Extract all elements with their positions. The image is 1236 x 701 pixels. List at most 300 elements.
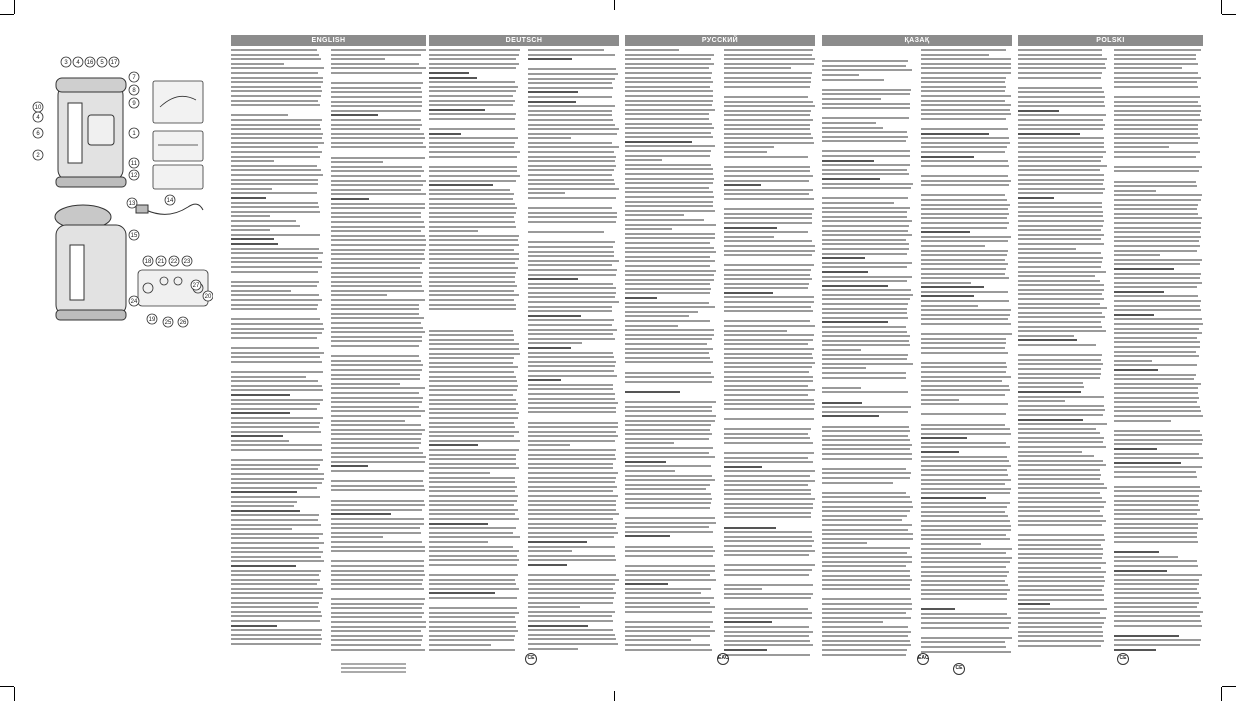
greeked-text-line <box>822 207 910 209</box>
callout-label: 24 <box>130 299 138 305</box>
greeked-text-line <box>429 639 514 641</box>
greeked-text-line <box>528 384 613 386</box>
greeked-text-line <box>625 502 711 504</box>
greeked-text-line <box>231 454 324 457</box>
greeked-text-line <box>724 301 814 303</box>
deutsch-text-left <box>429 49 520 691</box>
greeked-text-line <box>1018 49 1102 51</box>
greeked-text-line <box>528 546 615 548</box>
crop-mark <box>614 691 615 701</box>
greeked-text-line <box>331 294 387 296</box>
greeked-text-line <box>1018 215 1103 217</box>
greeked-text-line <box>822 411 908 413</box>
greeked-text-line <box>1114 387 1198 389</box>
greeked-text-line <box>1018 483 1104 485</box>
greeked-text-line <box>528 160 615 162</box>
kazakh-text-left <box>822 49 913 691</box>
greeked-text-line <box>921 81 1005 83</box>
greeked-text-line <box>921 118 1006 120</box>
polski-text-left <box>1018 49 1107 691</box>
greeked-text-line <box>1114 406 1200 408</box>
greeked-text-line <box>231 496 320 498</box>
greeked-text-line <box>822 482 893 484</box>
greeked-text-line <box>528 179 614 181</box>
greeked-text-line <box>822 145 913 148</box>
russian-text-body <box>625 49 815 691</box>
greeked-text-line <box>724 72 812 74</box>
greeked-text-line <box>1114 49 1201 51</box>
greeked-text-line <box>625 507 710 509</box>
greeked-text-line <box>231 63 284 65</box>
greeked-text-line <box>724 236 774 238</box>
greeked-text-line <box>528 278 578 280</box>
greeked-text-line <box>231 399 323 401</box>
greeked-text-line <box>724 264 814 266</box>
greeked-text-line <box>231 444 322 446</box>
greeked-text-line <box>331 536 383 538</box>
greeked-text-line <box>528 583 615 585</box>
greeked-text-line <box>625 621 713 623</box>
crop-mark <box>1222 14 1236 15</box>
greeked-text-line <box>1114 536 1197 538</box>
greeked-text-line <box>724 348 814 350</box>
greeked-text-line <box>331 649 425 651</box>
greeked-text-line <box>429 541 488 543</box>
greeked-text-line <box>528 338 615 340</box>
greeked-text-line <box>1018 464 1106 466</box>
greeked-text-line <box>1114 397 1199 399</box>
callout-label: 16 <box>86 60 94 66</box>
greeked-text-line <box>331 592 426 595</box>
greeked-text-line <box>429 588 519 590</box>
greeked-text-line <box>1114 346 1200 348</box>
greeked-text-line <box>1114 337 1197 339</box>
greeked-text-line <box>429 564 517 566</box>
greeked-text-line <box>724 366 812 368</box>
greeked-text-line <box>1114 439 1203 441</box>
greeked-text-line <box>331 249 425 251</box>
greeked-text-line <box>429 616 515 618</box>
greeked-text-line <box>724 128 810 130</box>
greeked-text-line <box>231 625 277 627</box>
greeked-text-line <box>331 387 425 389</box>
greeked-text-line <box>1018 492 1100 494</box>
greeked-text-line <box>822 93 910 95</box>
greeked-text-line <box>921 109 1010 111</box>
greeked-text-line <box>231 468 318 470</box>
greeked-text-line <box>822 65 906 67</box>
greeked-text-line <box>724 96 808 98</box>
greeked-text-line <box>528 638 616 640</box>
greeked-text-line <box>921 520 1010 522</box>
greeked-text-line <box>1018 640 1104 642</box>
greeked-text-line <box>921 502 1010 504</box>
greeked-text-line <box>724 531 812 533</box>
crop-mark <box>1221 687 1222 701</box>
greeked-text-line <box>921 525 1011 527</box>
greeked-text-line <box>921 362 1006 364</box>
greeked-text-line <box>429 362 513 364</box>
greeked-text-line <box>1018 414 1103 416</box>
greeked-text-line <box>1018 192 1103 194</box>
greeked-text-line <box>724 503 813 505</box>
greeked-text-line <box>429 348 519 350</box>
greeked-text-line <box>528 634 615 636</box>
greeked-text-line <box>724 654 810 656</box>
greeked-text-line <box>429 166 517 168</box>
greeked-text-line <box>528 393 615 395</box>
greeked-text-line <box>1018 478 1100 480</box>
greeked-text-line <box>429 644 491 646</box>
greeked-text-line <box>625 465 711 467</box>
greeked-text-line <box>231 510 300 512</box>
greeked-text-line <box>1114 254 1160 256</box>
greeked-text-line <box>1018 183 1103 185</box>
greeked-text-line <box>921 515 1008 517</box>
greeked-text-line <box>724 58 815 60</box>
greeked-text-line <box>1018 576 1104 578</box>
greeked-text-line <box>528 611 615 613</box>
greeked-text-line <box>1114 151 1200 153</box>
greeked-text-line <box>1018 197 1054 199</box>
greeked-text-line <box>1114 323 1203 325</box>
greeked-text-line <box>429 444 478 446</box>
greeked-text-line <box>724 433 808 435</box>
greeked-text-line <box>724 222 812 224</box>
greeked-text-line <box>921 646 1006 648</box>
greeked-text-line <box>528 96 612 98</box>
greeked-text-line <box>429 142 515 144</box>
greeked-text-line <box>625 540 716 543</box>
greeked-text-line <box>1114 415 1203 417</box>
greeked-text-line <box>429 536 520 538</box>
greeked-text-line <box>331 119 421 121</box>
greeked-text-line <box>822 496 910 498</box>
greeked-text-line <box>822 579 912 581</box>
greeked-text-line <box>1018 133 1080 135</box>
greeked-text-line <box>625 615 716 618</box>
greeked-text-line <box>231 505 294 507</box>
greeked-text-line <box>429 156 517 158</box>
greeked-text-line <box>1114 410 1201 412</box>
greeked-text-line <box>1114 443 1202 445</box>
greeked-text-line <box>1018 248 1076 250</box>
greeked-text-line <box>429 175 520 177</box>
greeked-text-line <box>1114 606 1197 608</box>
greeked-text-line <box>625 81 713 83</box>
greeked-text-line <box>1114 213 1198 215</box>
greeked-text-line <box>921 236 1011 238</box>
greeked-text-line <box>231 412 290 414</box>
greeked-text-line <box>331 456 426 458</box>
greeked-text-line <box>331 313 419 315</box>
greeked-text-line <box>822 83 913 86</box>
greeked-text-line <box>1114 268 1174 270</box>
greeked-text-line <box>1018 631 1103 633</box>
greeked-text-line <box>429 607 517 609</box>
greeked-text-line <box>1018 211 1103 213</box>
greeked-text-line <box>331 133 424 135</box>
greeked-text-line <box>1114 504 1198 506</box>
crop-mark <box>0 14 14 15</box>
greeked-text-line <box>921 394 1005 396</box>
greeked-text-line <box>625 597 714 599</box>
greeked-text-line <box>1018 206 1102 208</box>
greeked-text-line <box>1114 128 1198 130</box>
greeked-text-line <box>625 201 713 203</box>
greeked-text-line <box>231 323 323 325</box>
greeked-text-line <box>331 579 423 581</box>
greeked-text-line <box>429 262 515 264</box>
greeked-text-line <box>822 183 913 185</box>
greeked-text-line <box>331 555 426 558</box>
greeked-text-line <box>724 428 811 430</box>
greeked-text-line <box>822 396 913 399</box>
greeked-text-line <box>231 137 322 139</box>
crop-mark <box>614 0 615 10</box>
greeked-text-line <box>1114 509 1200 511</box>
greeked-text-line <box>429 239 518 241</box>
callout-label: 25 <box>164 320 172 326</box>
greeked-text-line <box>1018 303 1100 305</box>
greeked-text-line <box>1114 194 1202 196</box>
greeked-text-line <box>625 145 715 147</box>
greeked-text-line <box>1018 128 1103 130</box>
greeked-text-line <box>331 630 421 632</box>
greeked-text-line <box>429 77 477 79</box>
greeked-text-line <box>822 501 912 503</box>
greeked-text-line <box>429 258 519 260</box>
greeked-text-line <box>429 481 515 483</box>
greeked-text-line <box>331 322 421 324</box>
greeked-text-line <box>528 504 616 506</box>
greeked-text-line <box>429 128 515 130</box>
greeked-text-line <box>921 259 1005 261</box>
greeked-text-line <box>724 640 810 642</box>
english-text-left <box>231 49 324 691</box>
greeked-text-line <box>921 617 1011 619</box>
greeked-text-line <box>331 290 424 292</box>
greeked-text-line <box>625 270 716 272</box>
greeked-text-line <box>429 574 518 576</box>
greeked-text-line <box>1018 506 1104 508</box>
crop-mark <box>1221 0 1222 14</box>
greeked-text-line <box>625 109 715 111</box>
greeked-text-line <box>1018 529 1107 532</box>
greeked-text-line <box>429 366 518 368</box>
greeked-text-line <box>1114 314 1154 316</box>
greeked-text-line <box>1114 615 1200 617</box>
greeked-text-line <box>231 615 322 617</box>
greeked-text-line <box>231 294 319 296</box>
greeked-text-line <box>231 206 319 208</box>
greeked-text-line <box>528 91 578 93</box>
greeked-text-line <box>1114 597 1201 599</box>
greeked-text-line <box>528 192 565 194</box>
greeked-text-line <box>231 146 318 148</box>
greeked-text-line <box>1114 635 1179 637</box>
greeked-text-line <box>331 345 419 347</box>
greeked-text-line <box>331 392 419 394</box>
greeked-text-line <box>331 184 423 186</box>
greeked-text-line <box>1018 635 1103 637</box>
greeked-text-line <box>528 207 612 209</box>
greeked-text-line <box>1114 579 1199 581</box>
greeked-text-line <box>528 133 617 135</box>
greeked-text-line <box>331 415 421 417</box>
greeked-text-line <box>1018 261 1102 263</box>
greeked-text-line <box>724 399 814 401</box>
greeked-text-line <box>921 631 1012 634</box>
greeked-text-line <box>1018 534 1104 536</box>
greeked-text-line <box>528 463 613 465</box>
greeked-text-line <box>1018 257 1103 259</box>
greeked-text-line <box>625 592 701 594</box>
greeked-text-line <box>429 193 514 195</box>
greeked-text-line <box>429 490 515 492</box>
greeked-text-line <box>231 197 266 199</box>
greeked-text-line <box>625 424 711 426</box>
callout-label: 4 <box>76 60 80 66</box>
greeked-text-line <box>1018 225 1103 227</box>
greeked-text-line <box>1114 63 1198 65</box>
greeked-text-line <box>625 555 713 557</box>
greeked-text-line <box>625 522 716 524</box>
greeked-text-line <box>429 299 514 301</box>
greeked-text-line <box>625 315 689 317</box>
greeked-text-line <box>1114 392 1198 394</box>
greeked-text-line <box>231 275 324 278</box>
greeked-text-line <box>429 431 519 433</box>
greeked-text-line <box>429 376 516 378</box>
greeked-text-line <box>724 287 808 289</box>
greeked-text-line <box>1114 448 1157 450</box>
greeked-text-line <box>921 151 1005 153</box>
greeked-text-line <box>724 527 776 529</box>
greeked-text-line <box>231 574 319 576</box>
greeked-text-line <box>231 81 323 83</box>
greeked-text-line <box>331 230 421 232</box>
greeked-text-line <box>724 593 813 595</box>
greeked-text-line <box>429 235 519 237</box>
greeked-text-line <box>429 90 516 92</box>
greeked-text-line <box>921 291 1008 293</box>
greeked-text-line <box>1114 300 1201 302</box>
greeked-text-line <box>1114 309 1201 311</box>
greeked-text-line <box>1018 289 1104 291</box>
greeked-text-line <box>921 268 1006 270</box>
greeked-text-line <box>231 478 324 480</box>
greeked-text-line <box>231 459 323 461</box>
section-header-polski: POLSKI <box>1018 35 1203 46</box>
greeked-text-line <box>528 574 616 576</box>
greeked-text-line <box>1018 91 1104 93</box>
greeked-text-line <box>822 150 910 152</box>
greeked-text-line <box>1018 114 1106 116</box>
greeked-text-line <box>429 313 520 316</box>
greeked-text-line <box>625 338 712 340</box>
greeked-text-line <box>429 626 516 628</box>
greeked-text-line <box>724 278 812 280</box>
greeked-text-line <box>331 63 419 65</box>
greeked-text-line <box>331 77 426 80</box>
greeked-text-line <box>822 420 913 423</box>
greeked-text-line <box>1018 160 1101 162</box>
greeked-text-line <box>231 328 324 330</box>
greeked-text-line <box>528 579 619 581</box>
greeked-text-line <box>625 606 715 608</box>
greeked-text-line <box>331 410 425 412</box>
greeked-text-line <box>724 408 814 410</box>
greeked-text-line <box>231 341 324 344</box>
greeked-text-line <box>1018 156 1103 158</box>
greeked-text-line <box>724 184 761 186</box>
greeked-text-line <box>625 141 692 143</box>
greeked-text-line <box>1114 81 1197 83</box>
greeked-text-line <box>921 548 1012 550</box>
greeked-text-line <box>1114 583 1199 585</box>
greeked-text-line <box>1018 330 1106 332</box>
greeked-text-line <box>921 385 1009 387</box>
greeked-text-line <box>231 620 320 622</box>
greeked-text-line <box>724 189 813 191</box>
greeked-text-line <box>724 376 813 378</box>
greeked-text-line <box>231 188 272 190</box>
greeked-text-line <box>1018 229 1101 231</box>
greeked-text-line <box>921 63 1011 65</box>
greeked-text-line <box>921 627 1009 629</box>
greeked-text-line <box>1114 328 1199 330</box>
greeked-text-line <box>231 220 296 222</box>
greeked-text-line <box>429 559 519 561</box>
greeked-text-line <box>1114 58 1196 60</box>
greeked-text-line <box>331 447 419 449</box>
greeked-text-line <box>528 119 613 121</box>
greeked-text-line <box>1018 391 1081 393</box>
greeked-text-line <box>1018 293 1102 295</box>
greeked-text-line <box>822 477 910 479</box>
greeked-text-line <box>1114 629 1203 632</box>
greeked-text-line <box>528 615 612 617</box>
greeked-text-line <box>1018 608 1107 610</box>
greeked-text-line <box>331 235 425 237</box>
greeked-text-line <box>429 422 514 424</box>
greeked-text-line <box>1018 571 1106 573</box>
greeked-text-line <box>331 635 423 637</box>
greeked-text-line <box>1114 462 1181 464</box>
greeked-text-line <box>1114 291 1164 293</box>
greeked-text-line <box>231 215 270 217</box>
greeked-text-line <box>822 253 907 255</box>
greeked-text-line <box>1018 72 1102 74</box>
greeked-text-line <box>1114 527 1198 529</box>
greeked-text-line <box>822 598 911 600</box>
greeked-text-line <box>331 546 425 548</box>
greeked-text-line <box>231 537 319 539</box>
greeked-text-line <box>331 523 424 525</box>
greeked-text-line <box>724 339 813 341</box>
callout-label: 11 <box>130 161 138 167</box>
greeked-text-line <box>1018 594 1104 596</box>
greeked-text-line <box>625 583 668 585</box>
greeked-text-line <box>724 389 815 391</box>
greeked-text-line <box>331 583 422 585</box>
greeked-text-line <box>822 565 906 567</box>
greeked-text-line <box>724 564 815 566</box>
greeked-text-line <box>231 54 319 56</box>
greeked-text-line <box>231 202 318 204</box>
greeked-text-line <box>331 161 383 163</box>
